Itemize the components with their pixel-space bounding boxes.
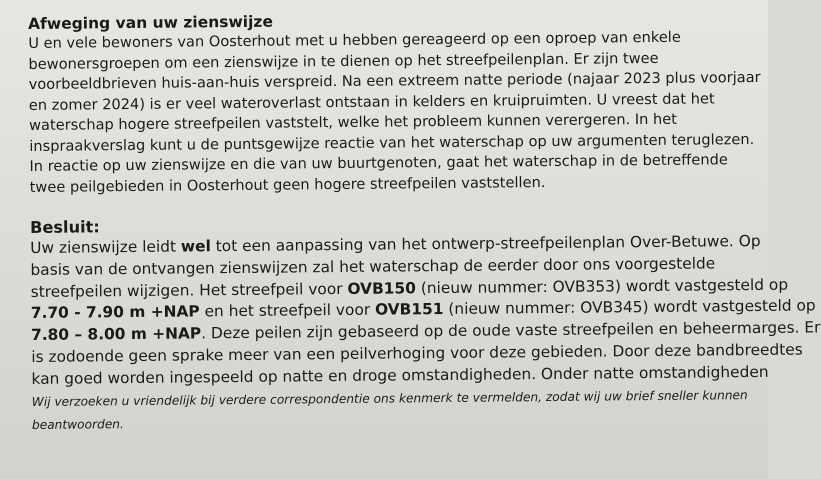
section-besluit bbox=[29, 210, 821, 391]
paragraph-line: In reactie op uw zienswijze en die van uw buurtgenoten, gaat het waterschap in de betreffende bbox=[29, 151, 728, 175]
paragraph-line: waterschap hogere streefpeilen vaststelt, welke het probleem kunnen verergeren. In het bbox=[28, 110, 678, 134]
paragraph-line: is zodoende geen sprake meer van een peilverhoging voor deze gebieden. Door deze bandbreedtes bbox=[31, 340, 803, 366]
section-title-afweging: Afweging van uw zienswijze bbox=[28, 12, 274, 33]
footnote-line: Wij verzoeken u vriendelijk bij verdere correspondentie ons kenmerk te vermelden, zodat wij uw brief sneller kunnen bbox=[31, 387, 748, 409]
text-run: streefpeilen wijzigen. Het streefpeil voor bbox=[30, 279, 348, 301]
paragraph-line: inspraakverslag kunt u de puntsgewijze reactie van het waterschap op uw argumenten teruglezen. bbox=[29, 130, 755, 155]
code-ovb150: OVB150 bbox=[347, 278, 416, 298]
code-ovb151: OVB151 bbox=[374, 300, 444, 320]
text-run: Uw zienswijze leidt bbox=[30, 237, 181, 257]
emphasis-text: wel bbox=[180, 237, 211, 256]
paragraph-line: twee peilgebieden in Oosterhout geen hogere streefpeilen vaststellen. bbox=[29, 173, 546, 196]
text-run: (nieuw nummer: OVB345) wordt vastgesteld op bbox=[443, 296, 816, 319]
text-run: (nieuw nummer: OVB353) wordt vastgesteld op bbox=[415, 275, 789, 297]
level-range-ovb151: 7.80 – 8.00 m +NAP bbox=[30, 324, 202, 345]
text-run: en het streefpeil voor bbox=[199, 301, 376, 321]
footnote-line: beantwoorden. bbox=[31, 416, 124, 432]
paragraph-line: U en vele bewoners van Oosterhout met u hebben gereageerd op een oproep van enkele bbox=[28, 28, 681, 52]
section-afweging bbox=[28, 7, 760, 198]
section-title-besluit: Besluit: bbox=[29, 217, 100, 237]
paragraph-line: en zomer 2024) is er veel wateroverlast ontstaan in kelders en kruipruimten. U vreest dat het bbox=[28, 89, 715, 114]
paragraph-line: basis van de ontvangen zienswijzen zal het waterschap de eerder door ons voorgestelde bbox=[30, 254, 716, 279]
text-run: tot een aanpassing van het ontwerp-streefpeilenplan Over-Betuwe. Op bbox=[210, 231, 761, 256]
paragraph-line: voorbeeldbrieven huis-aan-huis verspreid. Na een extreem natte periode (najaar 2023 plus voorjaar bbox=[28, 68, 761, 93]
letter-content bbox=[28, 7, 821, 437]
paragraph-line: bewonersgroepen om een zienswijze in te dienen op het streefpeilenplan. Er zijn twee bbox=[28, 49, 659, 73]
level-range-ovb150: 7.70 - 7.90 m +NAP bbox=[30, 302, 200, 323]
paragraph-line: kan goed worden ingespeeld op natte en droge omstandigheden. Onder natte omstandigheden bbox=[31, 362, 769, 388]
text-run: . Deze peilen zijn gebaseerd op de oude vaste streefpeilen en beheermarges. Er bbox=[201, 318, 821, 343]
